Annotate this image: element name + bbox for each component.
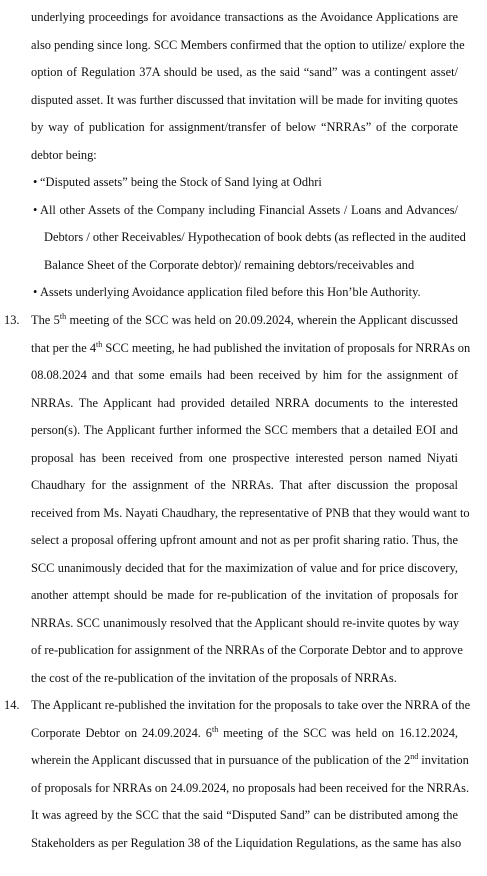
- text-line: Stakeholders as per Regulation 38 of the Liquidation Regulations, as the same has also: [31, 836, 462, 850]
- text-line: select a proposal offering upfront amount and not as per profit sharing ratio. Thus, the: [31, 533, 458, 547]
- text-line: of re-publication for assignment of the NRRAs of the Corporate Debtor and to approve: [31, 643, 463, 657]
- text-line: that per the 4th SCC meeting, he had published the invitation of proposals for NRRAs on: [31, 339, 471, 355]
- text-line: wherein the Applicant discussed that in pursuance of the publication of the 2nd invitation: [31, 751, 469, 767]
- text-line: of proposals for NRRAs on 24.09.2024, no proposals had been received for the NRRAs.: [31, 781, 470, 795]
- bullet-marker: •: [33, 285, 38, 299]
- text-line: The 5th meeting of the SCC was held on 20.09.2024, wherein the Applicant discussed: [31, 311, 458, 327]
- text-line: Chaudhary for the assignment of the NRRAs. That after discussion the proposal: [31, 478, 458, 492]
- text-line: SCC unanimously decided that for the maximization of value and for price discovery,: [31, 561, 458, 575]
- bullet-item: “Disputed assets” being the Stock of Sand lying at Odhri: [40, 175, 322, 189]
- bullet-item-continuation: Debtors / other Receivables/ Hypothecation of book debts (as reflected in the audited: [44, 230, 466, 244]
- bullet-item: All other Assets of the Company including Financial Assets / Loans and Advances/: [40, 203, 458, 217]
- text-line: another attempt should be made for re-publication of the invitation of proposals for: [31, 588, 458, 602]
- text-line: proposal has been received from one prospective interested person named Niyati: [31, 451, 458, 465]
- text-line: option of Regulation 37A should be used, as the said “sand” was a contingent asset/: [31, 65, 458, 79]
- text-line: the cost of the re-publication of the invitation of the proposals of NRRAs.: [31, 671, 397, 685]
- paragraph-number: 14.: [4, 698, 20, 712]
- text-line: Corporate Debtor on 24.09.2024. 6th meeting of the SCC was held on 16.12.2024,: [31, 724, 458, 740]
- text-line: also pending since long. SCC Members confirmed that the option to utilize/ explore the: [31, 38, 465, 52]
- text-line: It was agreed by the SCC that the said “Disputed Sand” can be distributed among the: [31, 808, 458, 822]
- bullet-marker: •: [33, 175, 38, 189]
- text-line: NRRAs. SCC unanimously resolved that the Applicant should re-invite quotes by way: [31, 616, 460, 630]
- bullet-item-continuation: Balance Sheet of the Corporate debtor)/ remaining debtors/receivables and: [44, 258, 415, 272]
- text-line: person(s). The Applicant further informed the SCC members that a detailed EOI and: [31, 423, 458, 437]
- text-line: disputed asset. It was further discussed that invitation will be made for inviting quotes: [31, 93, 458, 107]
- text-line: by way of publication for assignment/transfer of below “NRRAs” of the corporate: [31, 120, 458, 134]
- text-line: underlying proceedings for avoidance transactions as the Avoidance Applications are: [31, 10, 458, 24]
- text-line: The Applicant re-published the invitation for the proposals to take over the NRRA of the: [31, 698, 471, 712]
- bullet-marker: •: [33, 203, 38, 217]
- bullet-item: Assets underlying Avoidance application filed before this Hon’ble Authority.: [40, 285, 421, 299]
- text-line: NRRAs. The Applicant had provided detailed NRRA documents to the interested: [31, 396, 458, 410]
- paragraph-number: 13.: [4, 313, 20, 327]
- text-line: received from Ms. Nayati Chaudhary, the representative of PNB that they would want to: [31, 506, 470, 520]
- text-line: debtor being:: [31, 148, 97, 162]
- text-line: 08.08.2024 and that some emails had been received by him for the assignment of: [31, 368, 458, 382]
